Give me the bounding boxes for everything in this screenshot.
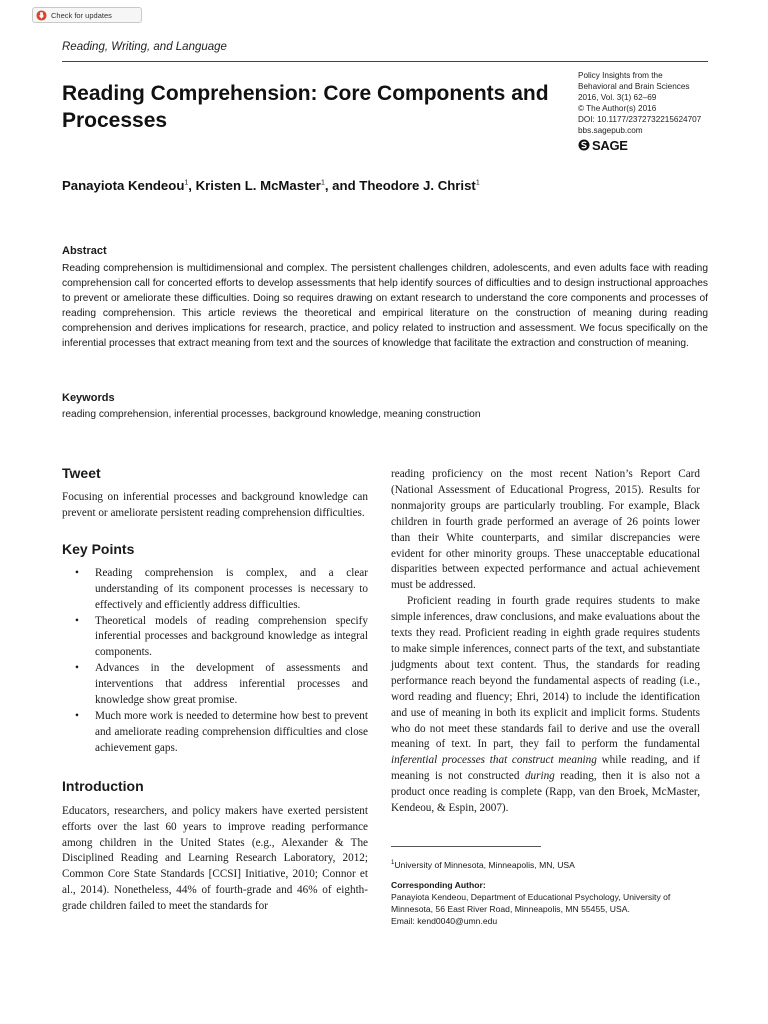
tweet-heading: Tweet: [62, 465, 101, 481]
author-affiliation-mark: 1: [320, 179, 325, 187]
author-name: , and Theodore J. Christ: [324, 178, 476, 193]
author-affiliation-mark: 1: [475, 179, 480, 187]
list-item: • Reading comprehension is complex, and a clear understanding of its component processes is necessary to effectively and efficiently address difficulties.: [62, 566, 368, 614]
body-text: Proficient reading in fourth grade requires students to make simple inferences, draw conclusions, and make evaluations about the texts they read. Proficient reading in eighth grade requires students to make simple inferences, connect parts of the text, and substantiate judgments about text content. Thus, the standards for reading performance reach beyond the fundamental aspects of reading (i.e., word reading and fluency; Ehri, 2014) to include the identification and use of meaning in both its explicit and implicit forms. Students who do not meet these standards fail to derive and use the overall meaning of text. In part, they fail to perform the fundamental: [391, 595, 700, 751]
article-title: Reading Comprehension: Core Components and Processes: [62, 82, 549, 132]
author-name: , Kristen L. McMaster: [188, 178, 321, 193]
author-name: Panayiota Kendeou: [62, 178, 185, 193]
journal-section-name: Reading, Writing, and Language: [62, 41, 227, 53]
keywords-text: reading comprehension, inferential processes, background knowledge, meaning construction: [62, 409, 481, 420]
header-rule: [62, 61, 708, 62]
corresponding-author-footnote: [391, 879, 711, 927]
body-paragraph: [391, 594, 700, 817]
meta-line: Policy Insights from the: [578, 71, 663, 80]
body-paragraph: reading proficiency on the most recent Nation’s Report Card (National Assessment of Educational Progress, 2015). Results for nonmajority groups are particularly troubling. For example, Black children in fourth grade performed an average of 26 points lower than their White counterparts, and similar discrepancies were evident for other minority groups. These unacceptable educational disparities between expected performance and actual achievement must be addressed.: [391, 468, 700, 592]
body-text: reading, then it is also not a product once reading is complete (Rapp, van den Broek, McMaster, Kendeou, & Espin, 2007).: [391, 770, 700, 815]
list-item: • Much more work is needed to determine how best to prevent and ameliorate reading comprehension difficulties and close achievement gaps.: [62, 709, 368, 757]
sage-logo-icon: [578, 139, 590, 151]
body-text: while reading, and if meaning is not constructed: [391, 754, 700, 783]
check-for-updates-button[interactable]: [32, 7, 142, 23]
abstract-text: Reading comprehension is multidimensional and complex. The persistent challenges children, adolescents, and even adults face with reading comprehension call for concerted efforts to develop assessments that help identify sources of difficulties and to design instructional approaches to prevent or ameliorate these difficulties. Doing so requires drawing on extant research to understand the core components and processes of reading comprehension. This article reviews the theoretical and empirical literature on the construction of meaning during reading comprehension and derives implications for research, practice, and policy related to instruction and assessment. We focus specifically on the inferential processes that extract meaning from text and the sources of knowledge that facilitate the extraction and construction of meaning.: [62, 263, 708, 349]
affiliation-footnote: [391, 857, 711, 871]
meta-website: bbs.sagepub.com: [578, 126, 643, 135]
right-column: [391, 467, 700, 817]
introduction-heading: Introduction: [62, 777, 144, 794]
footnote-rule: [391, 846, 541, 847]
corresponding-author-line: Panayiota Kendeou, Department of Educational Psychology, University of: [391, 892, 671, 902]
key-points-list: [62, 566, 368, 757]
meta-line: Behavioral and Brain Sciences: [578, 82, 690, 91]
affiliation-text: University of Minnesota, Minneapolis, MN, USA: [394, 859, 575, 870]
footnote-mark: 1: [391, 860, 395, 866]
meta-line: 2016, Vol. 3(1) 62–69: [578, 93, 657, 102]
publisher-name: SAGE: [592, 137, 628, 153]
keywords-heading: Keywords: [62, 392, 115, 404]
corresponding-author-heading: Corresponding Author:: [391, 880, 486, 890]
author-list: [62, 178, 480, 193]
corresponding-author-email[interactable]: Email: kend0040@umn.edu: [391, 916, 498, 926]
left-column: [62, 465, 368, 915]
meta-line: © The Author(s) 2016: [578, 104, 657, 113]
tweet-text: Focusing on inferential processes and background knowledge can prevent or ameliorate persistent reading comprehension difficulties.: [62, 491, 368, 519]
key-points-heading: Key Points: [62, 540, 135, 557]
journal-meta: [578, 70, 718, 151]
publisher-logo: [578, 139, 718, 151]
author-affiliation-mark: 1: [184, 179, 189, 187]
list-item: • Theoretical models of reading comprehension specify inferential processes and background knowledge as integral components.: [62, 614, 368, 662]
list-item: • Advances in the development of assessments and interventions that address inferential processes and knowledge show great promise.: [62, 661, 368, 709]
body-emphasis: during: [524, 770, 555, 783]
corresponding-author-line: Minnesota, 56 East River Road, Minneapolis, MN 55455, USA.: [391, 904, 630, 914]
body-emphasis: inferential processes that construct meaning: [391, 754, 597, 767]
check-for-updates-label: Check for updates: [51, 10, 112, 20]
introduction-text: Educators, researchers, and policy makers have exerted persistent efforts over the last 60 years to improve reading performance among children in the United States (e.g., Alexander & The Disciplined Reading and Learning Research Laboratory, 2012; Common Core State Standards [CCSI] Initiative, 2010; Connor et al., 2014). Nonetheless, 44% of fourth-grade and 46% of eighth-grade children failed to meet the standards for: [62, 804, 368, 913]
meta-doi: DOI: 10.1177/2372732215624707: [578, 115, 702, 124]
check-for-updates-icon: [36, 10, 47, 21]
abstract-heading: Abstract: [62, 245, 107, 257]
